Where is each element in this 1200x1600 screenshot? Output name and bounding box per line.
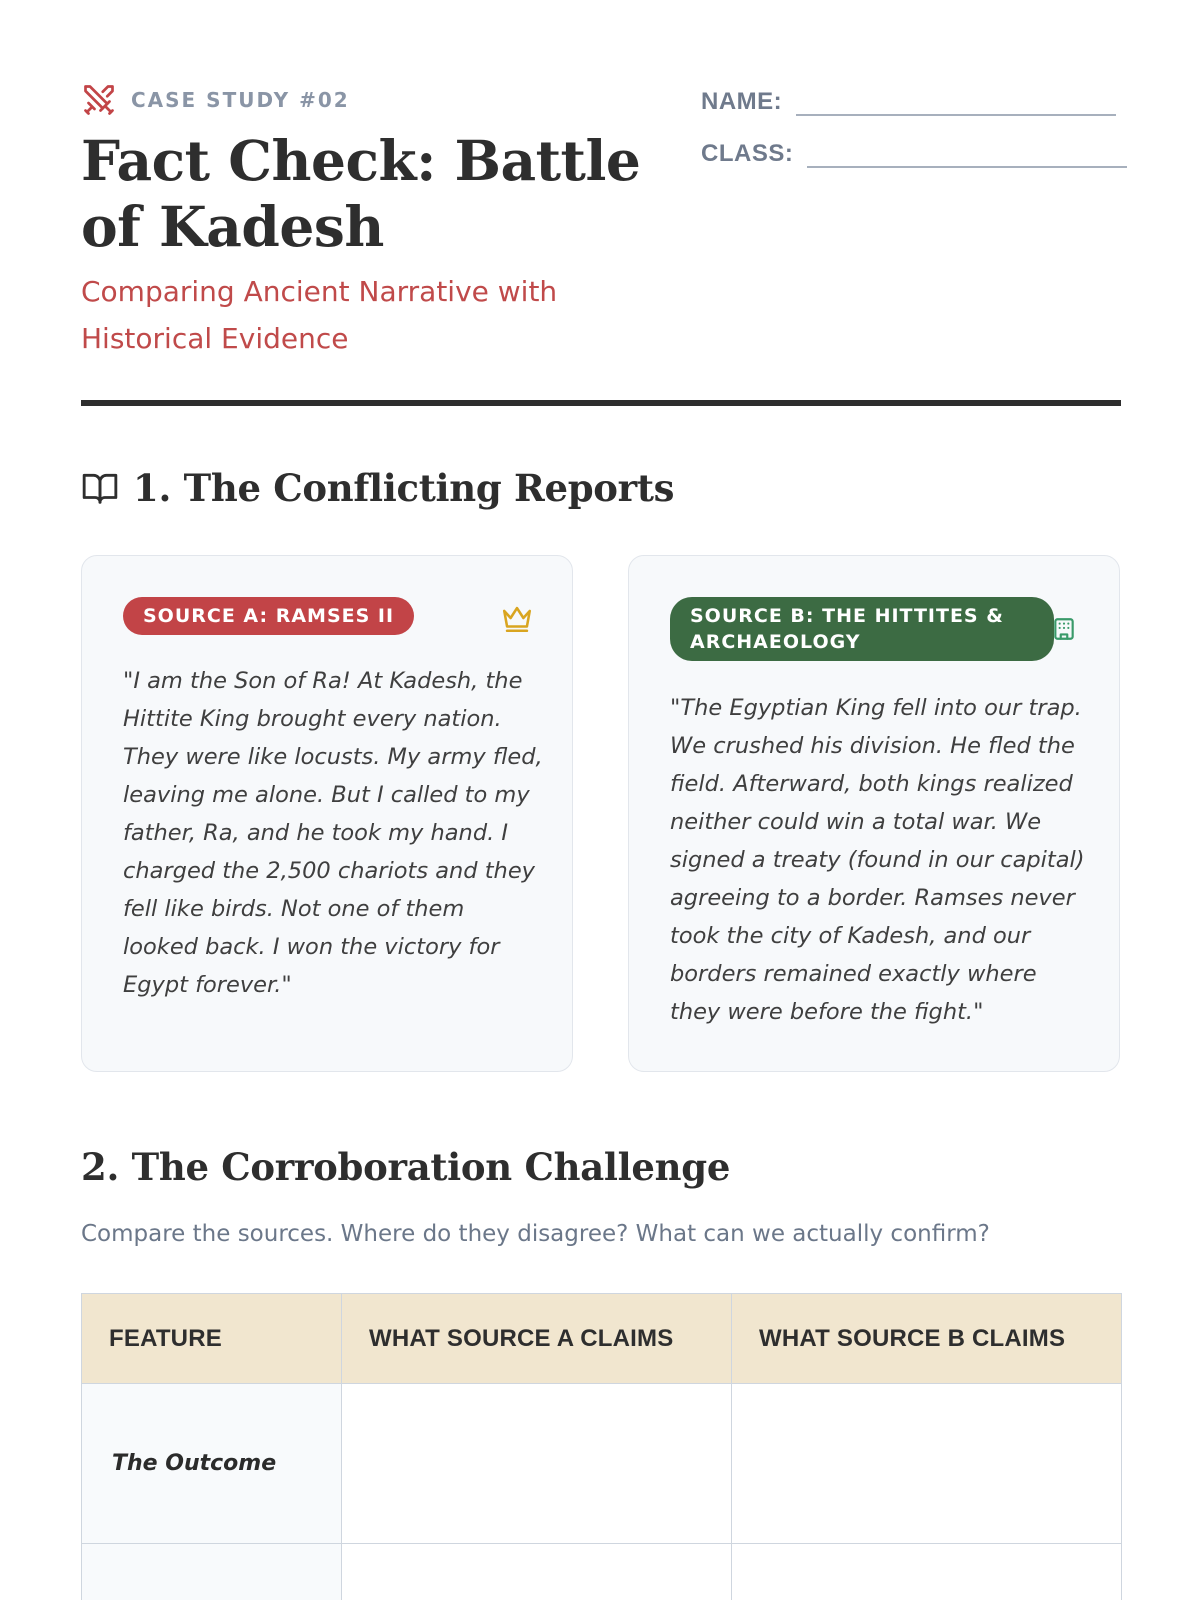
feature-cell: The Outcome xyxy=(82,1384,342,1544)
feature-cell xyxy=(82,1544,342,1600)
name-field[interactable] xyxy=(796,82,1116,116)
worksheet-page xyxy=(81,0,1121,1600)
table-row xyxy=(82,1384,1122,1544)
page-title: Fact Check: Battle of Kadesh xyxy=(81,128,641,259)
name-label: NAME: xyxy=(701,88,783,115)
name-field-row xyxy=(701,82,1116,116)
source-a-quote: "I am the Son of Ra! At Kadesh, the Hittite King brought every nation. They were like locusts. My army fled, leaving me alone. But I called to my father, Ra, and he took my hand. I charged the 2,500 chariots and they fell like birds. Not one of them looked back. I won the victory for Egypt forever." xyxy=(123,668,543,998)
source-a-badge: SOURCE A: RAMSES II xyxy=(123,597,414,635)
source-a-card xyxy=(81,555,573,1072)
open-book-icon xyxy=(81,469,119,507)
source-a-answer-cell[interactable] xyxy=(342,1544,732,1600)
source-b-card xyxy=(628,555,1120,1072)
corroboration-table xyxy=(81,1293,1122,1600)
table-row xyxy=(82,1544,1122,1600)
table-header-row xyxy=(82,1294,1122,1384)
class-field-row xyxy=(701,134,1127,168)
class-field[interactable] xyxy=(807,134,1127,168)
header-divider xyxy=(81,400,1121,406)
source-b-answer-cell[interactable] xyxy=(732,1384,1122,1544)
column-header-source-b: WHAT SOURCE B CLAIMS xyxy=(732,1294,1122,1384)
column-header-feature: FEATURE xyxy=(82,1294,342,1384)
case-study-kicker xyxy=(81,82,350,118)
building-icon xyxy=(1051,616,1077,642)
class-label: CLASS: xyxy=(701,140,794,167)
section-2-heading xyxy=(81,1142,730,1192)
column-header-source-a: WHAT SOURCE A CLAIMS xyxy=(342,1294,732,1384)
crossed-swords-icon xyxy=(81,82,117,118)
source-b-badge: SOURCE B: THE HITTITES & ARCHAEOLOGY xyxy=(670,597,1054,661)
section-1-heading xyxy=(81,463,674,513)
case-study-label: CASE STUDY #02 xyxy=(131,88,350,112)
source-b-quote: "The Egyptian King fell into our trap. We crushed his division. He fled the field. Afterward, both kings realized neither could win a total war. We signed a treaty (found in our capital) agreeing to a border. Ramses never took the city of Kadesh, and our borders remained exactly where they were before the fight." xyxy=(670,695,1085,1025)
source-a-answer-cell[interactable] xyxy=(342,1384,732,1544)
section-2-title: 2. The Corroboration Challenge xyxy=(81,1145,731,1189)
page-subtitle: Comparing Ancient Narrative with Historical Evidence xyxy=(81,275,558,355)
crown-icon xyxy=(500,601,534,635)
section-1-title: 1. The Conflicting Reports xyxy=(133,466,675,510)
source-b-answer-cell[interactable] xyxy=(732,1544,1122,1600)
section-2-description: Compare the sources. Where do they disagree? What can we actually confirm? xyxy=(81,1221,990,1247)
